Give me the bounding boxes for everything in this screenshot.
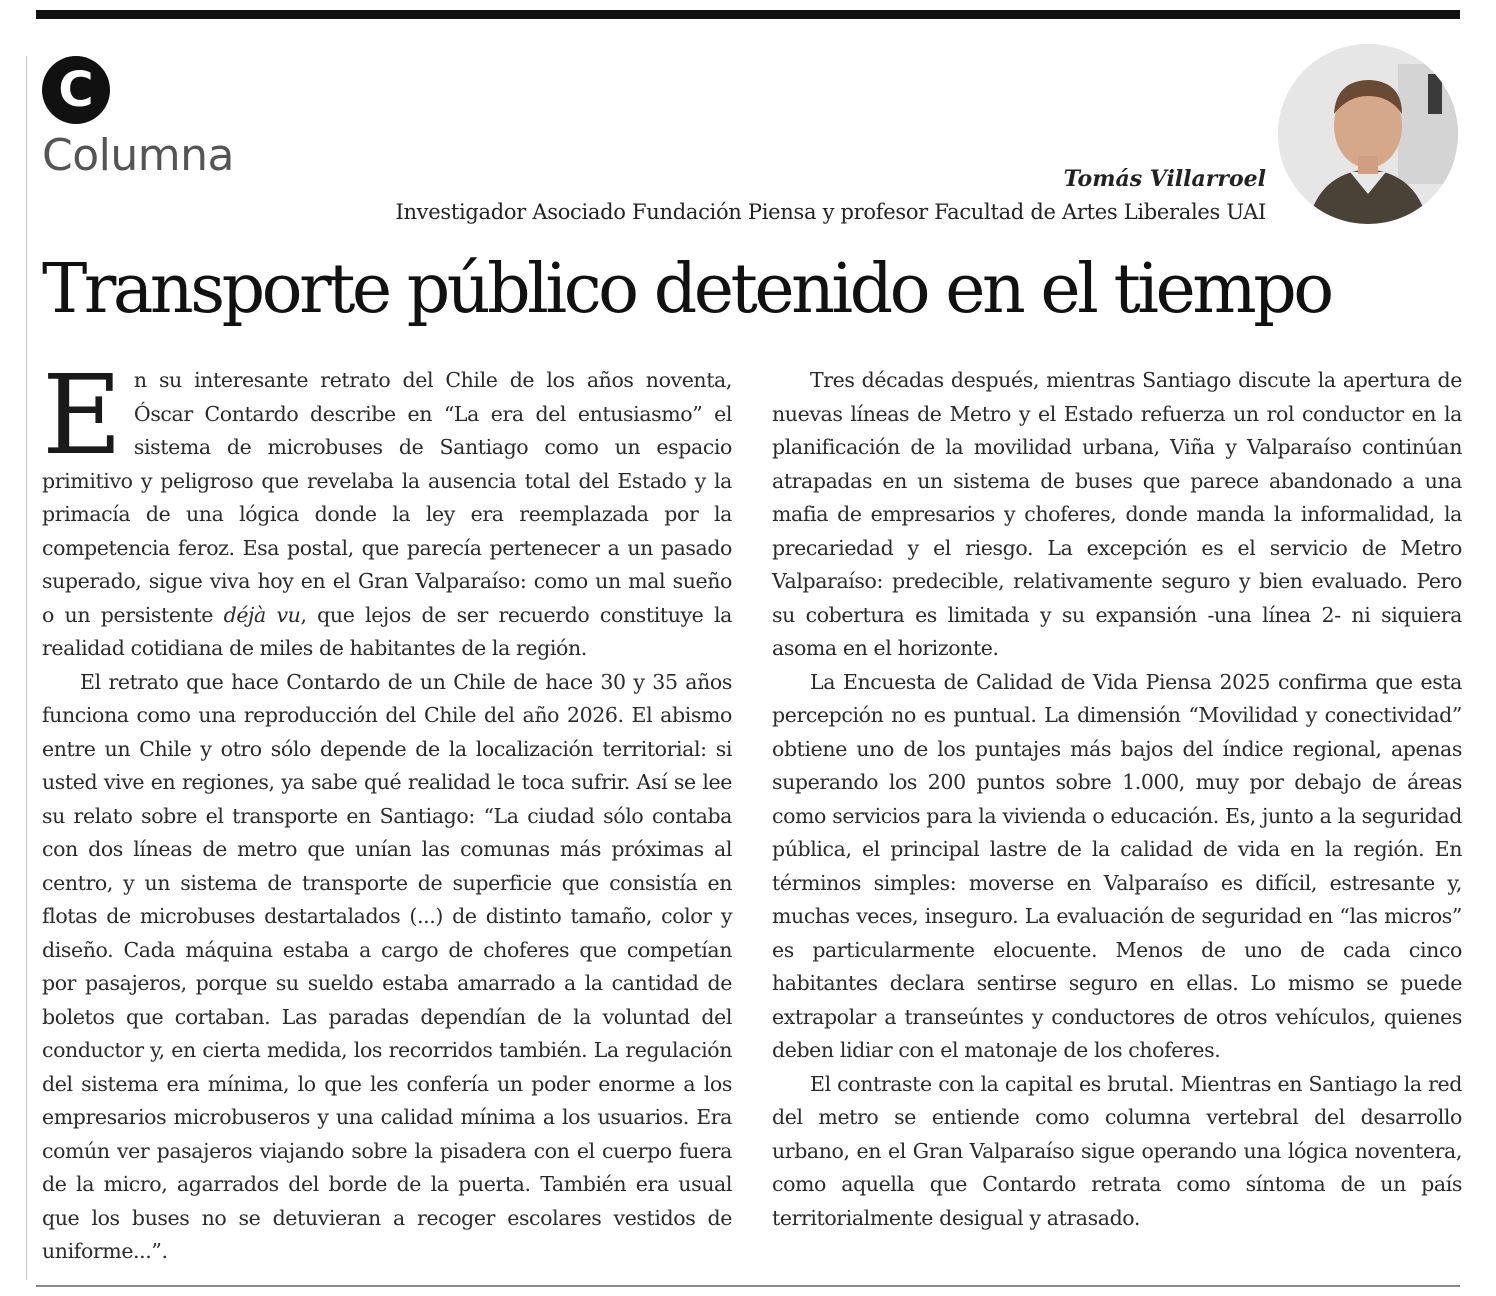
- paragraph-1-end: , que lejos de ser recuerdo constituye la realidad cotidiana de miles de habitantes de la región.: [42, 602, 733, 660]
- author-name: Tomás Villarroel: [1063, 166, 1266, 192]
- paragraph-2: El retrato que hace Contardo de un Chile de hace 30 y 35 años funciona como una reproducción del Chile del año 2026. El abismo entre un Chile y otro sólo depende de la localización territorial: si usted vive en regiones, ya sabe qué realidad le toca sufrir. Así se lee su relato sobre el transporte en Santiago: “La ciudad sólo contaba con dos líneas de metro que unían las comunas más próximas al centro, y un sistema de transporte de superficie que consistía en flotas de microbuses destartalados (...) de distinto tamaño, color y diseño. Cada máquina estaba a cargo de choferes que competían por pasajeros, porque su sueldo estaba amarrado a la cantidad de boletos que cortaban. Las paradas dependían de la voluntad del conductor y, en cierta medida, los recorridos también. La regulación del sistema era mínima, lo que les confería un poder enorme a los empresarios microbuseros y una calidad mínima a los usuarios. Era común ver pasajeros viajando sobre la pisadera con el cuerpo fuera de la micro, agarrados del borde de la puerta. También era usual que los buses no se detuvieran a recoger escolares vestidos de uniforme...”.: [42, 669, 732, 1263]
- section-badge: C: [42, 56, 110, 124]
- author-role: Investigador Asociado Fundación Piensa y profesor Facultad de Artes Liberales UAI: [395, 200, 1266, 224]
- paragraph-3: Tres décadas después, mientras Santiago discute la apertura de nuevas líneas de Metro y el Estado refuerza un rol conductor en la planificación de la movilidad urbana, Viña y Valparaíso continúan atrapadas en un sistema de buses que parece abandonado a una mafia de empresarios y choferes, donde manda la informalidad, la precariedad y el riesgo. La excepción es el servicio de Metro Valparaíso: predecible, relativamente seguro y bien evaluado. Pero su cobertura es limitada y su expansión -una línea 2- ni siquiera asoma en el horizonte.: [772, 368, 1462, 660]
- author-avatar: [1278, 44, 1458, 224]
- drop-cap: E: [42, 351, 122, 479]
- section-label: Columna: [42, 130, 234, 181]
- paragraph-4: La Encuesta de Calidad de Vida Piensa 2025 confirma que esta percepción no es puntual. La dimensión “Movilidad y conectividad” obtiene uno de los puntajes más bajos del índice regional, apenas superando los 200 puntos sobre 1.000, muy por debajo de áreas como servicios para la vivienda o educación. Es, junto a la seguridad pública, el principal lastre de la calidad de vida en la región. En términos simples: moverse en Valparaíso es difícil, estresante y, muchas veces, inseguro. La evaluación de seguridad en “las micros” es particularmente elocuente. Menos de uno de cada cinco habitantes declara sentirse seguro en ellas. Lo mismo se puede extrapolar a transeúntes y conductores de otros vehículos, quienes deben lidiar con el matonaje de los choferes.: [772, 669, 1462, 1062]
- paragraph-5: El contraste con la capital es brutal. Mientras en Santiago la red del metro se entiende como columna vertebral del desarrollo urbano, en el Gran Valparaíso sigue operando una lógica noventera, como aquella que Contardo retrata como síntoma de un país territorialmente desigual y atrasado.: [772, 1071, 1462, 1230]
- bottom-rule: [36, 1285, 1460, 1287]
- author-photo-icon: [1278, 44, 1458, 224]
- paragraph-1: [42, 351, 733, 666]
- headline: Transporte público detenido en el tiempo: [42, 250, 1331, 329]
- article-column-right: [772, 364, 1462, 1235]
- article-column-left: [42, 351, 733, 1269]
- paragraph-1-italic: déjà vu: [223, 602, 301, 627]
- paragraph-1-text: n su interesante retrato del Chile de los años noventa, Óscar Contardo describe en “La era del entusiasmo” el sistema de microbuses de Santiago como un espacio primitivo y peligroso que revelaba la ausencia total del Estado y la primacía de una lógica donde la ley era reemplazada por la competencia feroz. Esa postal, que parecía pertenecer a un pasado superado, sigue viva hoy en el Gran Valparaíso: como un mal sueño o un persistente: [42, 368, 732, 627]
- top-rule: [36, 10, 1460, 19]
- left-margin-rule: [26, 56, 27, 1280]
